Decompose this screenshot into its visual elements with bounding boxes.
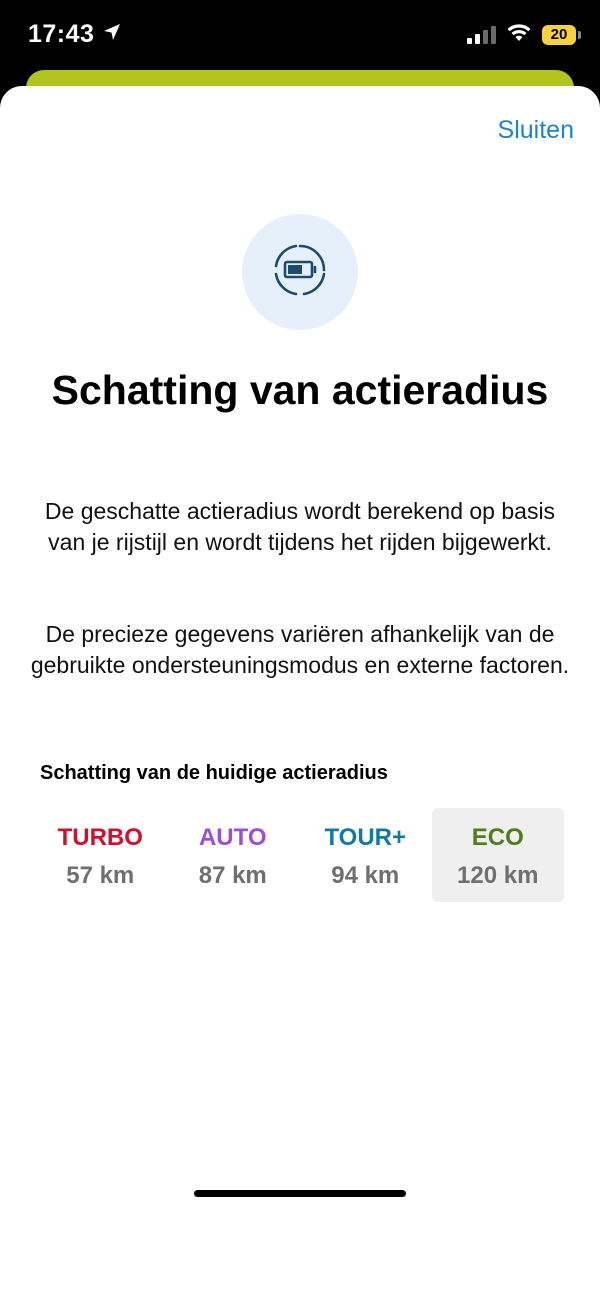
- mode-tour-plus[interactable]: [299, 808, 432, 902]
- wifi-icon: [506, 22, 532, 47]
- mode-range: 87 km: [198, 862, 267, 889]
- mode-name: ECO: [471, 824, 524, 851]
- description-paragraph-1: De geschatte actieradius wordt berekend op basis van je rijstijl en wordt tijdens het rijden bijgewerkt.: [44, 498, 556, 555]
- mode-eco[interactable]: [432, 808, 565, 902]
- mode-turbo[interactable]: [34, 808, 167, 902]
- section-title: Schatting van de huidige actieradius: [40, 762, 388, 784]
- mode-name: TOUR+: [324, 824, 407, 851]
- range-info-sheet: [0, 86, 600, 1298]
- icon-circle: [242, 214, 358, 330]
- assist-mode-list: [34, 808, 564, 902]
- mode-auto[interactable]: [167, 808, 300, 902]
- mode-range: 120 km: [457, 862, 539, 889]
- status-indicators: [467, 22, 576, 47]
- mode-range: 94 km: [331, 862, 400, 889]
- page-title: Schatting van actieradius: [51, 367, 549, 413]
- status-time: 17:43: [28, 20, 95, 48]
- description-paragraph-2: De precieze gegevens variëren afhankelijk van de gebruikte ondersteuningsmodus en externe factoren.: [30, 621, 570, 678]
- location-arrow-icon: [102, 20, 122, 49]
- status-bar: [0, 0, 600, 72]
- mode-name: AUTO: [198, 824, 267, 851]
- status-time-group: [28, 20, 122, 49]
- mode-range: 57 km: [66, 862, 135, 889]
- battery-icon: [542, 25, 576, 45]
- mode-name: TURBO: [57, 824, 143, 851]
- battery-range-icon: [271, 241, 329, 304]
- close-button[interactable]: Sluiten: [497, 116, 574, 144]
- battery-level: 20: [550, 26, 568, 43]
- cellular-signal-icon: [467, 26, 496, 44]
- home-indicator[interactable]: [194, 1190, 406, 1197]
